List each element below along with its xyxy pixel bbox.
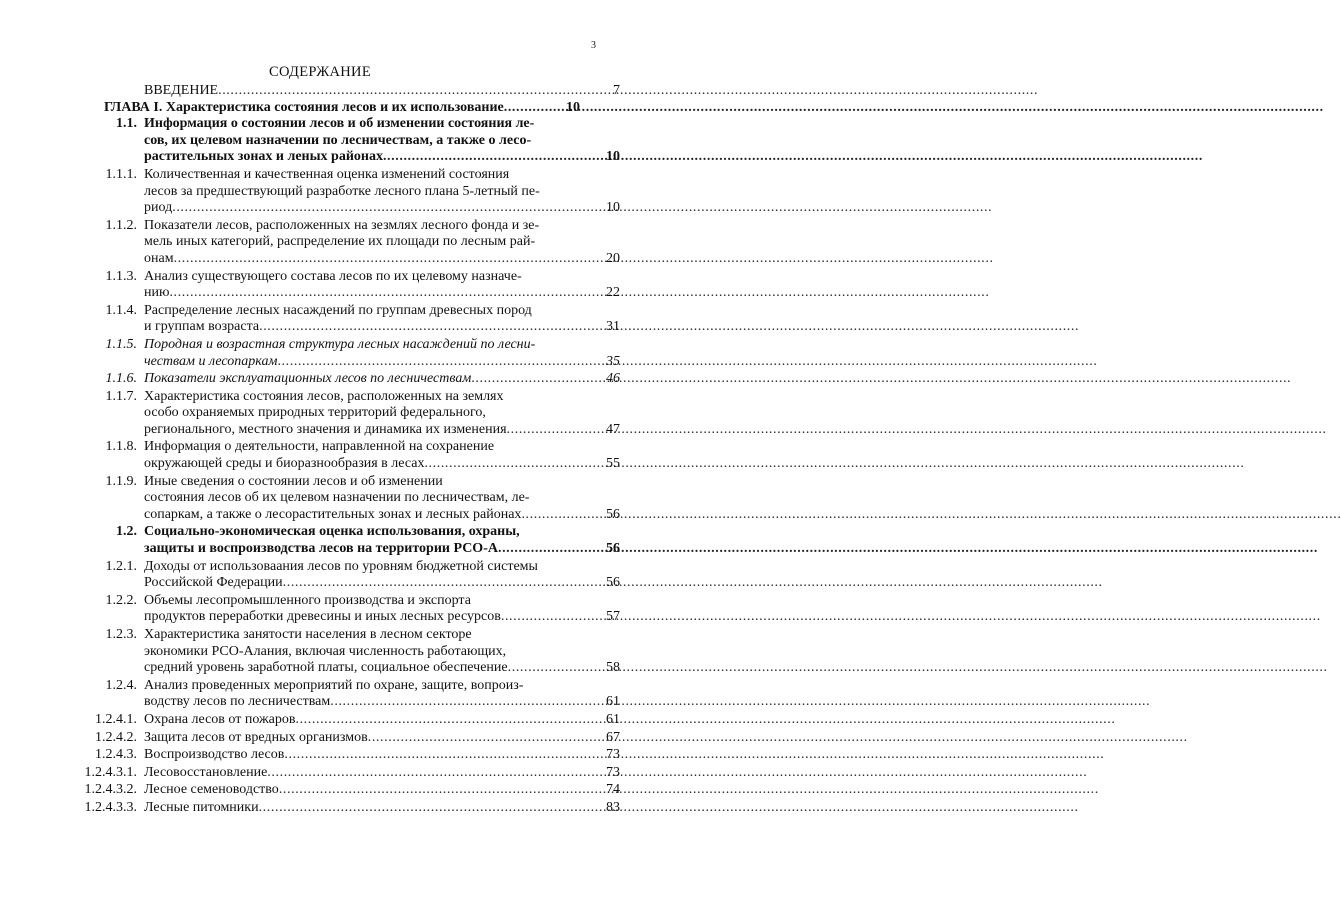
toc-entry-number: 1.1.8. — [105, 439, 137, 455]
toc-entry — [0, 678, 640, 711]
leader-dots — [277, 354, 590, 371]
toc-entry-text: онам — [144, 250, 174, 266]
toc-entry-number: 1.1.6. — [105, 371, 137, 387]
toc-page-number: 7 — [613, 83, 620, 98]
toc-entry-text: Лесные питомники — [144, 799, 259, 815]
toc-entry-text: сов, их целевом назначении по лесничествам, а также о лесо- — [144, 132, 532, 148]
toc-entry-text: и группам возраста — [144, 319, 260, 335]
toc-entry — [0, 83, 640, 100]
toc-entry-number: 1.1.2. — [105, 217, 137, 233]
leader-dots — [279, 782, 590, 799]
leader-dots — [508, 660, 590, 677]
toc-entry-text: Социально-экономическая оценка использования, охраны, — [144, 524, 520, 540]
toc-entry — [0, 303, 640, 336]
leader-dots — [172, 200, 590, 217]
toc-entry-text: Показатели эксплуатационных лесов по лесничествам — [144, 371, 472, 387]
toc-entry-text: Российской Федерации — [144, 575, 283, 591]
toc-page-number: 67 — [606, 729, 620, 745]
toc-entry-text: лесов за предшествующий разработке лесного плана 5-летный пе- — [144, 183, 540, 199]
toc-page-number: 47 — [606, 421, 620, 437]
toc-entry-number: 1.2. — [116, 524, 137, 540]
toc-entry — [0, 730, 640, 747]
toc-page-number: 83 — [606, 799, 620, 815]
leader-dots — [330, 694, 590, 711]
toc-entry — [0, 627, 640, 677]
page-title: СОДЕРЖАНИЕ — [269, 64, 371, 80]
toc-entry-text: регионального, местного значения и динамика их изменения — [144, 421, 507, 437]
toc-entry — [0, 100, 640, 117]
toc-entry-text: Лесное семеноводство — [144, 782, 279, 798]
leader-dots — [284, 747, 590, 764]
toc-entry-text: Распределение лесных насаждений по группам древесных пород — [144, 302, 532, 318]
toc-entry-text: мель иных категорий, распределение их площади по лесным рай- — [144, 234, 536, 250]
leader-dots — [169, 285, 590, 302]
toc-entry — [0, 371, 640, 388]
toc-entry — [0, 474, 640, 524]
leader-dots — [521, 507, 590, 524]
toc-entry-text: риод — [144, 200, 173, 216]
toc-page-number: 61 — [606, 711, 620, 727]
toc-entry — [0, 116, 640, 166]
leader-dots — [259, 319, 590, 336]
leader-dots — [295, 712, 590, 729]
toc-entry — [0, 218, 640, 268]
leader-dots — [174, 251, 590, 268]
toc-page-number: 74 — [606, 782, 620, 798]
leader-dots — [424, 456, 590, 473]
toc-entry-text: Иные сведения о состоянии лесов и об изменении — [144, 473, 443, 489]
toc-entry-text: Лесовосстановление — [144, 764, 268, 780]
toc-entry-number: 1.1.1. — [105, 166, 137, 182]
toc-entry-text: Количественная и качественная оценка изменений состояния — [144, 166, 510, 182]
toc-entry-number: 1.2.4.3.2. — [84, 782, 137, 798]
toc-entry — [0, 439, 640, 472]
leader-dots — [498, 541, 590, 558]
toc-entry-number: 1.1.7. — [105, 388, 137, 404]
leader-dots — [283, 575, 590, 592]
toc-entry-number: 1.1.4. — [105, 302, 137, 318]
toc-entry-text: окружающей среды и биоразнообразия в лесах — [144, 456, 425, 472]
leader-dots — [471, 371, 590, 388]
toc-page-number: 22 — [606, 285, 620, 301]
toc-entry-number: 1.1. — [116, 116, 137, 132]
toc-entry — [0, 782, 640, 799]
toc-entry-text: Информация о деятельности, направленной на сохранение — [144, 439, 495, 455]
toc-entry-number: 1.1.3. — [105, 268, 137, 284]
toc-page-number: 55 — [606, 456, 620, 472]
toc-page-number: 46 — [606, 371, 620, 387]
toc-entry-text: Информация о состоянии лесов и об изменении состояния ле- — [144, 116, 535, 132]
toc-entry-number: 1.2.3. — [105, 627, 137, 642]
toc-entry — [0, 593, 640, 626]
leader-dots — [259, 800, 590, 817]
toc-entry-number: 1.1.5. — [105, 336, 137, 352]
toc-entry — [0, 389, 640, 439]
toc-page-number: 35 — [606, 353, 620, 369]
toc-page-number: 31 — [606, 319, 620, 335]
toc-entry-number: 1.2.4.2. — [95, 729, 137, 745]
toc-entry-text: нию — [144, 285, 170, 301]
toc-entry — [0, 524, 640, 557]
toc-page-number: 20 — [606, 250, 620, 266]
toc-entry-text: водству лесов по лесничествам — [144, 694, 331, 710]
toc-page-number: 73 — [606, 764, 620, 780]
toc-page-number: 10 — [606, 200, 620, 216]
toc-page-number: 56 — [606, 506, 620, 522]
toc-entry-text: ГЛАВА I. Характеристика состояния лесов и их использование — [104, 99, 504, 115]
toc-entry-text: Характеристика состояния лесов, расположенных на землях — [144, 388, 504, 404]
toc-entry-number: 1.2.2. — [105, 592, 137, 608]
toc-page-number: 10 — [566, 99, 580, 115]
toc-entry-text: Защита лесов от вредных организмов — [144, 729, 368, 745]
toc-entry-text: Охрана лесов от пожаров — [144, 711, 296, 727]
toc-entry-number: 1.2.4. — [105, 677, 137, 693]
toc-entry — [0, 337, 640, 370]
toc-entry-number: 1.2.1. — [105, 558, 137, 574]
toc-page-number: 56 — [606, 575, 620, 591]
toc-entry-text: Характеристика занятости населения в лесном секторе — [144, 627, 472, 642]
leader-dots — [267, 765, 590, 782]
toc-entry — [0, 800, 640, 817]
toc-entry-number: 1.2.4.3.3. — [84, 799, 137, 815]
toc-page-number: 73 — [606, 747, 620, 763]
toc-page-number: 61 — [606, 694, 620, 710]
toc-entry-number: 1.1.9. — [105, 473, 137, 489]
toc-entry-text: особо охраняемых природных территорий федерального, — [144, 405, 486, 421]
toc-entry — [0, 747, 640, 764]
toc-entry-number: 1.2.4.3.1. — [84, 764, 137, 780]
page-number: 3 — [591, 40, 596, 51]
toc-entry-text: ВВЕДЕНИЕ — [144, 83, 219, 98]
toc-entry-text: Доходы от использоваания лесов по уровням бюджетной системы — [144, 558, 538, 574]
leader-dots — [504, 100, 550, 117]
leader-dots — [507, 422, 590, 439]
toc-entry-text: Воспроизводство лесов — [144, 747, 285, 763]
toc-entry-text: Породная и возрастная структура лесных насаждений по лесни- — [144, 336, 536, 352]
toc-page-number: 57 — [606, 609, 620, 625]
toc-entry-text: продуктов переработки древесины и иных лесных ресурсов — [144, 609, 501, 625]
toc-entry-number: 1.2.4.1. — [95, 711, 137, 727]
toc-entry-number: 1.2.4.3. — [95, 747, 137, 763]
toc-entry-text: Объемы лесопромышленного производства и экспорта — [144, 592, 471, 608]
toc-page-number: 56 — [606, 541, 620, 557]
toc-entry-text: чествам и лесопаркам — [144, 353, 278, 369]
toc-entry-text: защиты и воспроизводства лесов на территории РСО-А — [144, 541, 498, 557]
toc-entry — [0, 559, 640, 592]
toc-entry-text: состояния лесов об их целевом назначении по лесничествам, ле- — [144, 490, 530, 506]
toc-entry — [0, 269, 640, 302]
leader-dots — [383, 149, 590, 166]
leader-dots — [218, 83, 590, 100]
toc-entry — [0, 765, 640, 782]
toc-page-number: 58 — [606, 660, 620, 676]
table-of-contents — [0, 83, 640, 818]
leader-dots — [501, 609, 590, 626]
toc-entry-text: Анализ проведенных мероприятий по охране, защите, вопроиз- — [144, 677, 524, 693]
toc-entry-text: Анализ существующего состава лесов по их целевому назначе- — [144, 268, 522, 284]
toc-entry — [0, 712, 640, 729]
toc-entry — [0, 167, 640, 217]
toc-entry-text: средний уровень заработной платы, социальное обеспечение — [144, 660, 508, 676]
leader-dots — [368, 730, 590, 747]
toc-entry-text: Показатели лесов, расположенных на зезмлях лесного фонда и зе- — [144, 217, 540, 233]
toc-entry-text: сопаркам, а также о лесорастительных зонах и лесных районах — [144, 506, 522, 522]
toc-entry-text: экономики РСО-Алания, включая численность работающих, — [144, 643, 507, 659]
toc-entry-text: растительных зонах и леных районах — [144, 149, 383, 165]
toc-page-number: 10 — [606, 149, 620, 165]
